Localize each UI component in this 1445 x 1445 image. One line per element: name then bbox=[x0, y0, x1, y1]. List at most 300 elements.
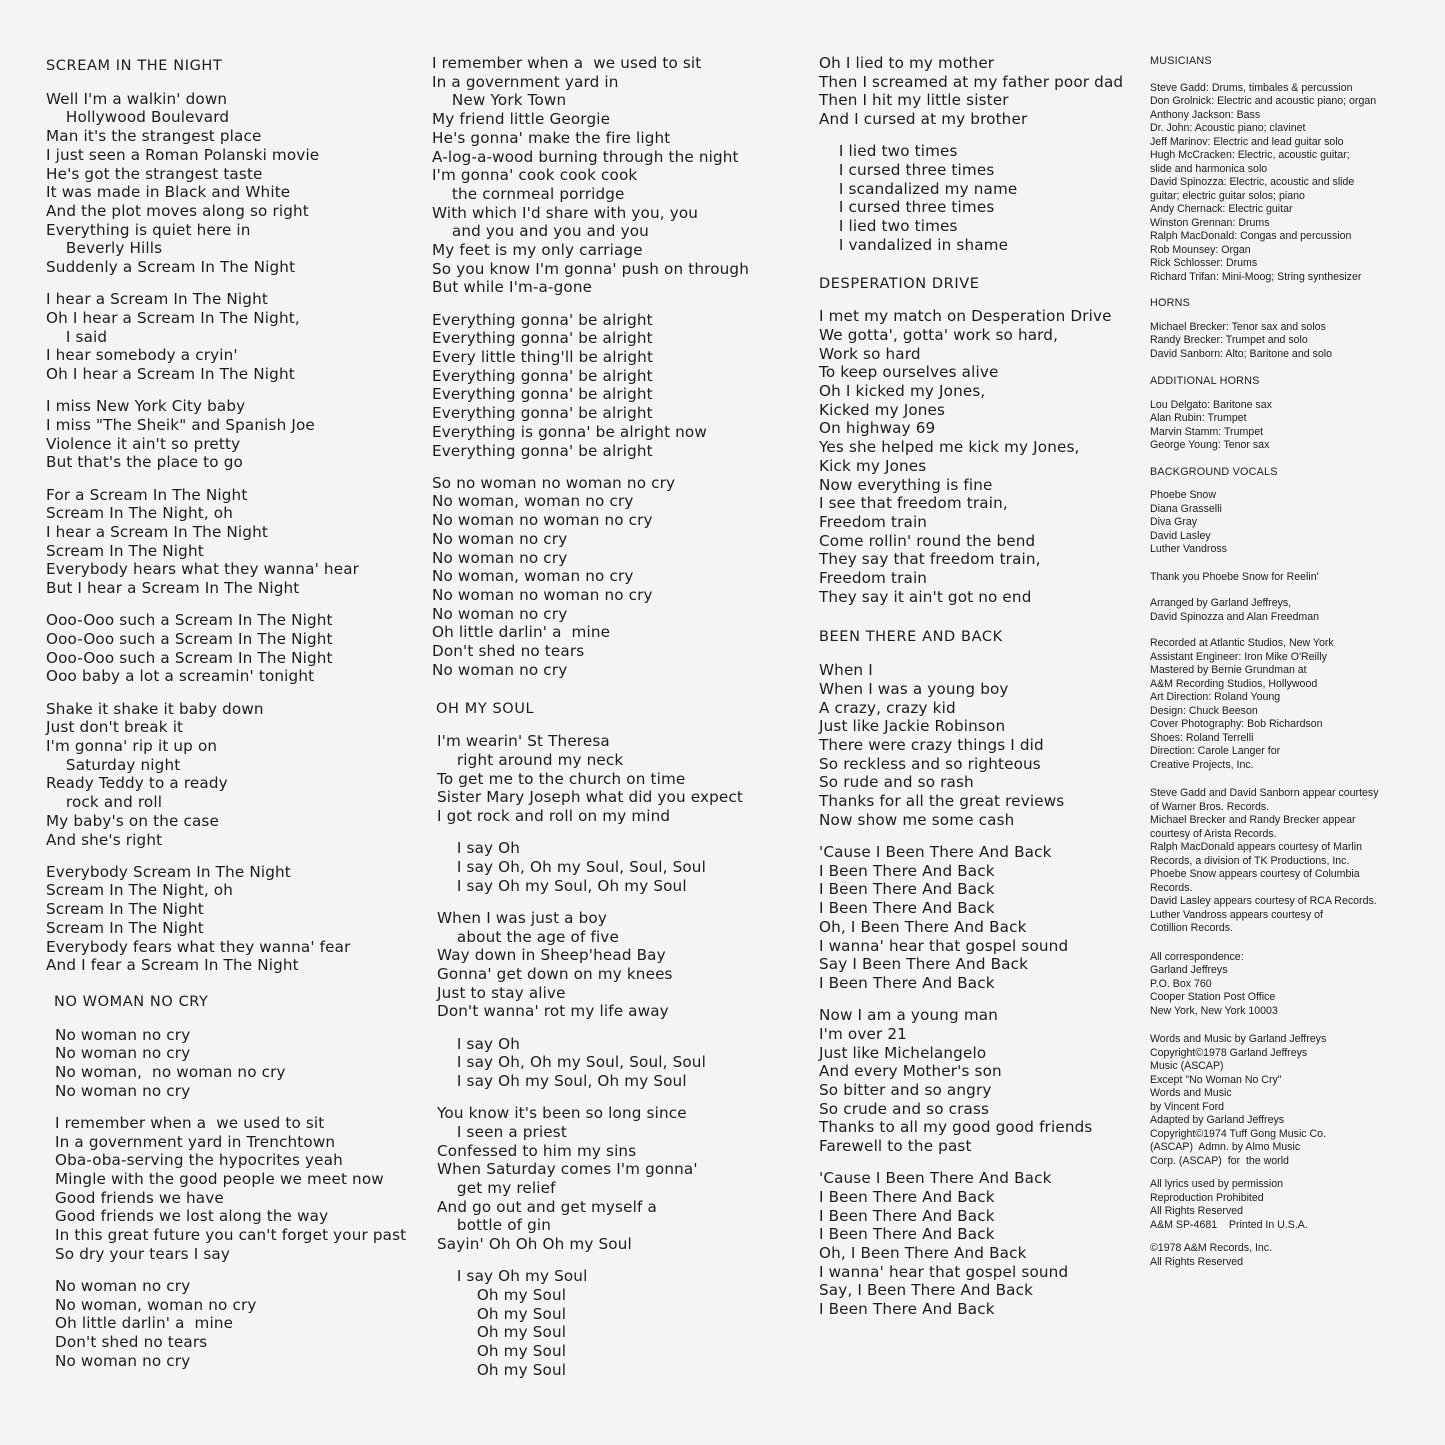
lyric-line: Good friends we have bbox=[55, 1188, 224, 1207]
lyric-line: Oh my Soul bbox=[437, 1342, 567, 1361]
lyric-line: Then I screamed at my father poor dad bbox=[819, 72, 1124, 91]
lyric-line: I Been There And Back bbox=[819, 861, 995, 880]
stanza bbox=[55, 1114, 406, 1264]
lyric-line: I Been There And Back bbox=[819, 1206, 995, 1225]
lyric-line: No woman no cry bbox=[55, 1044, 191, 1063]
credit-line: Diva Gray bbox=[1150, 516, 1198, 528]
credit-line: by Vincent Ford bbox=[1150, 1100, 1225, 1113]
credit-line: Direction: Carole Langer for bbox=[1150, 745, 1281, 757]
lyric-line: But that's the place to go bbox=[46, 453, 243, 472]
lyric-line: My friend little Georgie bbox=[432, 110, 611, 129]
credit-line: Records. bbox=[1150, 881, 1193, 894]
lyric-line: I wanna' hear that gospel sound bbox=[819, 936, 1069, 955]
lyric-line: On highway 69 bbox=[819, 419, 936, 438]
credit-line: Winston Grennan: Drums bbox=[1150, 216, 1270, 229]
lyric-line: Oh little darlin' a mine bbox=[55, 1314, 234, 1333]
lyric-line: Don't wanna' rot my life away bbox=[437, 1002, 669, 1021]
credit-line: Shoes: Roland Terrelli bbox=[1150, 731, 1254, 744]
lyric-line: right around my neck bbox=[437, 750, 624, 769]
lyric-line: My baby's on the case bbox=[46, 811, 219, 830]
song-been-there-and-back bbox=[819, 661, 1123, 1319]
lyric-line: Say, I Been There And Back bbox=[819, 1281, 1034, 1300]
credit-line: Lou Delgato: Baritone sax bbox=[1150, 398, 1272, 411]
lyric-line: Kicked my Jones bbox=[819, 400, 946, 419]
credit-line: Luther Vandross appears courtesy of bbox=[1150, 908, 1323, 921]
lyric-line: Beverly Hills bbox=[46, 239, 163, 258]
lyric-line: When I was just a boy bbox=[437, 908, 607, 927]
lyric-line: No woman no cry bbox=[432, 529, 568, 548]
lyric-line: I say Oh bbox=[437, 839, 521, 858]
lyric-line: Scream In The Night bbox=[46, 541, 204, 560]
lyric-line: They say that freedom train, bbox=[819, 550, 1041, 569]
lyric-line: I'm gonna' rip it up on bbox=[46, 737, 218, 755]
credit-line: Copyright©1978 Garland Jeffreys bbox=[1150, 1046, 1308, 1059]
lyric-line: Scream In The Night bbox=[46, 900, 204, 919]
lyric-line: Sister Mary Joseph what did you expect bbox=[437, 788, 743, 807]
credit-line: Copyright©1974 Tuff Gong Music Co. bbox=[1150, 1127, 1327, 1140]
stanza bbox=[432, 474, 749, 680]
credit-line: Records, a division of TK Productions, Inc. bbox=[1150, 854, 1350, 867]
credit-line: All lyrics used by permission bbox=[1150, 1178, 1284, 1190]
lyric-line: No woman no cry bbox=[55, 1081, 191, 1100]
lyric-line: bottle of gin bbox=[437, 1216, 552, 1235]
lyric-line: Freedom train bbox=[819, 512, 928, 531]
lyric-line: So you know I'm gonna' push on through bbox=[432, 259, 749, 278]
lyric-line: Ooo baby a lot a screamin' tonight bbox=[46, 667, 315, 686]
lyric-line: Way down in Sheep'head Bay bbox=[437, 946, 666, 965]
credit-line: Corp. (ASCAP) for the world bbox=[1150, 1154, 1289, 1167]
lyric-line: Farewell to the past bbox=[819, 1137, 972, 1156]
credit-line: Diana Grasselli bbox=[1150, 502, 1222, 515]
credit-line: slide and harmonica solo bbox=[1150, 162, 1268, 175]
credits-heading: ADDITIONAL HORNS bbox=[1150, 375, 1260, 387]
lyric-line: When I was a young boy bbox=[819, 679, 1009, 698]
thanks-note bbox=[1150, 571, 1379, 585]
lyric-line: Every little thing'll be alright bbox=[432, 348, 654, 367]
lyric-line: I Been There And Back bbox=[819, 1187, 995, 1206]
lyric-line: Oh I lied to my mother bbox=[819, 54, 995, 72]
credits-heading: BACKGROUND VOCALS bbox=[1150, 465, 1278, 478]
lyric-line: Oh my Soul bbox=[437, 1304, 567, 1323]
stanza bbox=[819, 843, 1123, 993]
horns-list bbox=[1150, 321, 1379, 362]
lyric-line: Just don't break it bbox=[46, 718, 184, 737]
lyric-line: Now show me some cash bbox=[819, 810, 1015, 829]
stanza bbox=[46, 90, 406, 277]
lyric-line: Ooo-Ooo such a Scream In The Night bbox=[46, 648, 333, 667]
credit-line: guitar; electric guitar solos; piano bbox=[1150, 189, 1305, 202]
lyric-line: Everybody fears what they wanna' fear bbox=[46, 937, 351, 956]
lyric-line: Don't shed no tears bbox=[432, 642, 585, 661]
song-oh-my-soul bbox=[437, 732, 749, 1379]
credit-line: (ASCAP) Admn. by Almo Music bbox=[1150, 1141, 1301, 1153]
lyric-line: Say I Been There And Back bbox=[819, 955, 1029, 974]
lyric-line: He's gonna' make the fire light bbox=[432, 128, 671, 147]
lyric-line: I wanna' hear that gospel sound bbox=[819, 1262, 1069, 1281]
lyric-line: Come rollin' round the bend bbox=[819, 531, 1036, 550]
lyric-line: Oh my Soul bbox=[437, 1285, 567, 1304]
lyric-line: Oh my Soul bbox=[437, 1323, 567, 1342]
stanza bbox=[46, 700, 406, 850]
lyric-line: Everything gonna' be alright bbox=[432, 441, 653, 460]
lyric-line: Yes she helped me kick my Jones, bbox=[819, 438, 1080, 457]
lyric-line: No woman no cry bbox=[55, 1351, 191, 1370]
musicians-list bbox=[1150, 82, 1379, 285]
credit-line: P.O. Box 760 bbox=[1150, 977, 1212, 990]
stanza bbox=[432, 54, 749, 297]
credit-line: Music (ASCAP) bbox=[1150, 1060, 1224, 1072]
lyric-line: No woman, woman no cry bbox=[55, 1295, 257, 1314]
lyric-line: get my relief bbox=[437, 1178, 556, 1197]
lyric-line: Gonna' get down on my knees bbox=[437, 964, 673, 983]
copyright-notes bbox=[1150, 1033, 1379, 1168]
lyric-line: In a government yard in Trenchtown bbox=[55, 1132, 336, 1151]
credit-line: A&M Recording Studios, Hollywood bbox=[1150, 677, 1318, 690]
lyric-line: I got rock and roll on my mind bbox=[437, 807, 671, 826]
lyric-line: Sayin' Oh Oh Oh my Soul bbox=[437, 1235, 632, 1254]
lyric-line: Confessed to him my sins bbox=[437, 1141, 637, 1160]
credit-line: Rob Mounsey: Organ bbox=[1150, 243, 1251, 256]
lyric-line: Then I hit my little sister bbox=[819, 91, 1009, 110]
lyric-line: Thanks for all the great reviews bbox=[819, 792, 1065, 811]
lyric-line: Everything gonna' be alright bbox=[432, 385, 653, 404]
lyric-line: Shake it shake it baby down bbox=[46, 699, 264, 718]
lyric-line: Work so hard bbox=[819, 344, 921, 363]
lyric-line: When Saturday comes I'm gonna' bbox=[437, 1160, 698, 1179]
lyric-line: I Been There And Back bbox=[819, 1300, 995, 1319]
lyric-line: Just to stay alive bbox=[437, 983, 566, 1002]
stanza bbox=[55, 1026, 406, 1101]
lyric-line: I'm wearin' St Theresa bbox=[437, 732, 610, 751]
lyric-line: No woman, no woman no cry bbox=[55, 1063, 286, 1082]
stanza bbox=[819, 1006, 1123, 1156]
additional-horns-list bbox=[1150, 399, 1379, 453]
stanza bbox=[819, 307, 1123, 606]
lyric-line: Oh I hear a Scream In The Night, bbox=[46, 308, 300, 327]
lyric-line: And the plot moves along so right bbox=[46, 201, 309, 220]
lyric-line: So rude and so rash bbox=[819, 773, 974, 792]
lyric-line: I met my match on Desperation Drive bbox=[819, 307, 1112, 326]
lyric-line: Mingle with the good people we meet now bbox=[55, 1170, 384, 1189]
stanza bbox=[437, 1035, 749, 1091]
lyric-line: Everything gonna' be alright bbox=[432, 404, 653, 423]
lyric-line: 'Cause I Been There And Back bbox=[819, 843, 1052, 862]
lyric-line: Everybody Scream In The Night bbox=[46, 862, 291, 881]
credit-line: Phoebe Snow appears courtesy of Columbia bbox=[1150, 868, 1360, 880]
lyric-line: For a Scream In The Night bbox=[46, 485, 248, 504]
lyric-line: I say Oh my Soul bbox=[437, 1267, 588, 1286]
lyric-line: I seen a priest bbox=[437, 1122, 567, 1141]
lyric-line: Good friends we lost along the way bbox=[55, 1207, 329, 1226]
lyrics-column-1 bbox=[46, 57, 406, 1371]
lyric-line: Kick my Jones bbox=[819, 456, 927, 475]
lyric-line: A crazy, crazy kid bbox=[819, 698, 956, 717]
lyric-line: No woman no cry bbox=[432, 660, 568, 679]
credit-line: Anthony Jackson: Bass bbox=[1150, 108, 1261, 121]
record-copyright bbox=[1150, 1242, 1379, 1269]
credit-line: Assistant Engineer: Iron Mike O'Reilly bbox=[1150, 650, 1327, 663]
lyric-line: Everything gonna' be alright bbox=[432, 329, 653, 348]
lyric-line: Oh, I Been There And Back bbox=[819, 917, 1027, 936]
lyric-line: 'Cause I Been There And Back bbox=[819, 1169, 1052, 1188]
credit-line: David Lasley appears courtesy of RCA Records. bbox=[1150, 895, 1377, 907]
lyric-line: I'm gonna' cook cook cook bbox=[432, 166, 638, 185]
lyric-line: But while I'm-a-gone bbox=[432, 278, 593, 297]
lyric-line: I just seen a Roman Polanski movie bbox=[46, 145, 320, 164]
lyric-line: But I hear a Scream In The Night bbox=[46, 579, 300, 598]
lyric-line: In a government yard in bbox=[432, 72, 619, 91]
credit-line: Words and Music by Garland Jeffreys bbox=[1150, 1033, 1327, 1045]
lyric-line: the cornmeal porridge bbox=[432, 184, 625, 203]
lyric-line: I miss New York City baby bbox=[46, 397, 246, 416]
song-title: BEEN THERE AND BACK bbox=[819, 629, 1003, 646]
credits-heading: HORNS bbox=[1150, 297, 1190, 309]
credit-line: Andy Chernack: Electric guitar bbox=[1150, 203, 1293, 215]
lyric-line: Just like Jackie Robinson bbox=[819, 717, 1006, 736]
song-title: DESPERATION DRIVE bbox=[819, 275, 980, 292]
lyric-line: To keep ourselves alive bbox=[819, 363, 999, 382]
lyric-line: I scandalized my name bbox=[819, 179, 1018, 198]
lyric-line: They say it ain't got no end bbox=[819, 587, 1032, 606]
stanza bbox=[437, 1267, 749, 1379]
credit-line: of Warner Bros. Records. bbox=[1150, 800, 1270, 813]
lyric-line: Everything gonna' be alright bbox=[432, 310, 653, 329]
credit-line: courtesy of Arista Records. bbox=[1150, 827, 1277, 840]
lyric-line: Now everything is fine bbox=[819, 475, 993, 494]
production-credits bbox=[1150, 637, 1379, 772]
lyric-line: No woman no woman no cry bbox=[432, 511, 653, 530]
lyric-line: rock and roll bbox=[46, 793, 163, 812]
stanza bbox=[46, 290, 406, 384]
lyric-line: New York Town bbox=[432, 91, 567, 110]
song-title: OH MY SOUL bbox=[436, 700, 535, 717]
credit-line: Luther Vandross bbox=[1150, 543, 1227, 555]
lyric-line: I Been There And Back bbox=[819, 1225, 995, 1244]
stanza bbox=[46, 863, 406, 975]
credits-heading: MUSICIANS bbox=[1150, 55, 1212, 67]
lyric-line: I cursed three times bbox=[819, 198, 995, 217]
song-no-woman-no-cry-continued bbox=[432, 54, 749, 680]
lyric-line: Oh I hear a Scream In The Night bbox=[46, 365, 295, 384]
lyric-line: No woman no cry bbox=[432, 604, 568, 623]
lyric-line: I hear somebody a cryin' bbox=[46, 346, 238, 365]
lyric-line: I say Oh bbox=[437, 1034, 521, 1053]
lyric-line: I Been There And Back bbox=[819, 899, 995, 918]
lyric-line: No woman no cry bbox=[55, 1025, 191, 1044]
song-no-woman-no-cry bbox=[55, 1026, 406, 1371]
lyric-line: And go out and get myself a bbox=[437, 1197, 657, 1216]
stanza bbox=[819, 54, 1123, 129]
lyric-line: He's got the strangest taste bbox=[46, 164, 263, 183]
credit-line: Ralph MacDonald: Congas and percussion bbox=[1150, 230, 1352, 242]
credit-line: New York, New York 10003 bbox=[1150, 1004, 1278, 1017]
lyric-line: So crude and so crass bbox=[819, 1099, 990, 1118]
stanza bbox=[819, 142, 1123, 254]
credits-column bbox=[1150, 55, 1379, 1269]
lyric-line: Oh little darlin' a mine bbox=[432, 623, 611, 642]
stanza bbox=[437, 909, 749, 1021]
lyric-line: I lied two times bbox=[819, 217, 958, 236]
lyric-line: I vandalized in shame bbox=[819, 235, 1009, 254]
lyric-line: I'm over 21 bbox=[819, 1024, 907, 1043]
credit-line: ©1978 A&M Records, Inc. bbox=[1150, 1242, 1273, 1254]
lyric-line: You know it's been so long since bbox=[437, 1104, 687, 1123]
lyric-line: Ooo-Ooo such a Scream In The Night bbox=[46, 611, 333, 630]
lyric-line: So bitter and so angry bbox=[819, 1080, 992, 1099]
lyric-line: And I cursed at my brother bbox=[819, 110, 1028, 129]
lyric-line: In this great future you can't forget your past bbox=[55, 1226, 407, 1245]
lyric-line: Oh I kicked my Jones, bbox=[819, 382, 986, 401]
stanza bbox=[437, 732, 749, 826]
credit-line: George Young: Tenor sax bbox=[1150, 439, 1270, 451]
stanza bbox=[432, 311, 749, 461]
credit-line: Creative Projects, Inc. bbox=[1150, 758, 1254, 771]
lyric-line: Everybody hears what they wanna' hear bbox=[46, 560, 360, 579]
credit-line: A&M SP-4681 Printed In U.S.A. bbox=[1150, 1218, 1308, 1231]
lyric-line: No woman no cry bbox=[55, 1277, 191, 1296]
lyric-line: So reckless and so righteous bbox=[819, 754, 1041, 773]
lyric-line: Thanks to all my good good friends bbox=[819, 1118, 1093, 1137]
lyric-line: and you and you and you bbox=[432, 222, 649, 241]
lyric-line: There were crazy things I did bbox=[819, 736, 1044, 754]
credit-line: Art Direction: Roland Young bbox=[1150, 691, 1281, 703]
lyric-line: No woman, woman no cry bbox=[432, 567, 634, 586]
stanza bbox=[46, 397, 406, 472]
credit-line: Words and Music bbox=[1150, 1087, 1232, 1099]
lyric-line: I lied two times bbox=[819, 142, 958, 161]
song-scream-in-the-night bbox=[46, 90, 406, 975]
lyric-line: Saturday night bbox=[46, 755, 181, 774]
credit-line: David Lasley bbox=[1150, 529, 1211, 542]
lyric-line: I hear a Scream In The Night bbox=[46, 290, 268, 309]
credit-line: Richard Trifan: Mini-Moog; String synthesizer bbox=[1150, 270, 1362, 283]
credit-line: Recorded at Atlantic Studios, New York bbox=[1150, 637, 1334, 649]
credit-line: Marvin Stamm: Trumpet bbox=[1150, 425, 1264, 438]
lyric-line: Ready Teddy to a ready bbox=[46, 774, 228, 793]
lyrics-column-3 bbox=[819, 54, 1123, 1319]
lyric-line: So dry your tears I say bbox=[55, 1244, 230, 1263]
lyric-line: Suddenly a Scream In The Night bbox=[46, 258, 296, 277]
lyric-line: I hear a Scream In The Night bbox=[46, 522, 268, 541]
lyric-line: Freedom train bbox=[819, 569, 928, 588]
lyric-line: I say Oh, Oh my Soul, Soul, Soul bbox=[437, 857, 706, 876]
credit-line: Steve Gadd: Drums, timbales & percussion bbox=[1150, 81, 1353, 94]
lyric-line: Violence it ain't so pretty bbox=[46, 434, 241, 453]
lyric-line: I said bbox=[46, 327, 108, 346]
credit-line: All Rights Reserved bbox=[1150, 1205, 1244, 1217]
lyric-line: Just like Michelangelo bbox=[819, 1043, 987, 1062]
credit-line: Ralph MacDonald appears courtesy of Marlin bbox=[1150, 841, 1362, 853]
lyric-line: We gotta', gotta' work so hard, bbox=[819, 325, 1059, 344]
credit-line: Mastered by Bernie Grundman at bbox=[1150, 664, 1307, 676]
stanza bbox=[437, 1104, 749, 1254]
credit-line: Cover Photography: Bob Richardson bbox=[1150, 718, 1323, 730]
lyrics-column-2 bbox=[432, 54, 749, 1380]
lyric-line: And she's right bbox=[46, 830, 163, 849]
lyric-line: My feet is my only carriage bbox=[432, 241, 643, 260]
credit-line: Dr. John: Acoustic piano; clavinet bbox=[1150, 122, 1306, 134]
song-title: SCREAM IN THE NIGHT bbox=[46, 58, 223, 74]
lyric-line: When I bbox=[819, 661, 873, 680]
credit-line: All Rights Reserved bbox=[1150, 1255, 1244, 1268]
lyric-line: I cursed three times bbox=[819, 161, 995, 180]
lyric-line: Ooo-Ooo such a Scream In The Night bbox=[46, 629, 333, 648]
credit-line: Reproduction Prohibited bbox=[1150, 1191, 1264, 1204]
lyric-line: about the age of five bbox=[437, 927, 619, 946]
lyric-line: Hollywood Boulevard bbox=[46, 108, 230, 127]
credit-line: Alan Rubin: Trumpet bbox=[1150, 412, 1247, 424]
credit-line: Thank you Phoebe Snow for Reelin' bbox=[1150, 570, 1319, 583]
credit-line: David Spinozza: Electric, acoustic and slide bbox=[1150, 176, 1355, 188]
correspondence-address bbox=[1150, 951, 1379, 1019]
song-oh-my-soul-continued bbox=[819, 54, 1123, 255]
lyric-line: With which I'd share with you, you bbox=[432, 203, 699, 222]
lyric-line: And I fear a Scream In The Night bbox=[46, 956, 299, 975]
credit-line: Michael Brecker and Randy Brecker appear bbox=[1150, 814, 1356, 826]
credit-line: Rick Schlosser: Drums bbox=[1150, 257, 1258, 269]
lyric-line: Scream In The Night, oh bbox=[46, 881, 234, 900]
stanza bbox=[46, 486, 406, 598]
credit-line: Arranged by Garland Jeffreys, bbox=[1150, 597, 1292, 609]
lyric-line: Oh, I Been There And Back bbox=[819, 1244, 1027, 1263]
credit-line: Michael Brecker: Tenor sax and solos bbox=[1150, 320, 1326, 333]
lyric-line: I remember when a we used to sit bbox=[55, 1113, 325, 1132]
lyric-line: Oba-oba-serving the hypocrites yeah bbox=[55, 1151, 343, 1170]
lyric-line: Well I'm a walkin' down bbox=[46, 89, 228, 108]
lyric-line: It was made in Black and White bbox=[46, 183, 291, 202]
lyric-line: Everything is quiet here in bbox=[46, 220, 251, 239]
permission-notes bbox=[1150, 1178, 1379, 1232]
lyric-line: Don't shed no tears bbox=[55, 1333, 208, 1352]
lyric-line: No woman no woman no cry bbox=[432, 585, 653, 604]
lyric-line: Everything gonna' be alright bbox=[432, 366, 653, 385]
lyric-line: I say Oh, Oh my Soul, Soul, Soul bbox=[437, 1053, 706, 1072]
lyric-line: Man it's the strangest place bbox=[46, 127, 262, 146]
credit-line: Except "No Woman No Cry" bbox=[1150, 1073, 1282, 1086]
lyric-line: I say Oh my Soul, Oh my Soul bbox=[437, 1071, 687, 1090]
credit-line: Design: Chuck Beeson bbox=[1150, 704, 1258, 717]
credit-line: Hugh McCracken: Electric, acoustic guitar; bbox=[1150, 149, 1350, 161]
credit-line: Cotillion Records. bbox=[1150, 922, 1234, 934]
lyric-line: Scream In The Night, oh bbox=[46, 504, 234, 523]
credit-line: David Spinozza and Alan Freedman bbox=[1150, 610, 1320, 623]
stanza bbox=[819, 1169, 1123, 1319]
stanza bbox=[55, 1277, 406, 1371]
background-vocals-list bbox=[1150, 489, 1379, 557]
lyric-line: And every Mother's son bbox=[819, 1062, 1002, 1081]
lyric-line: I Been There And Back bbox=[819, 973, 995, 992]
lyric-line: No woman, woman no cry bbox=[432, 492, 634, 511]
credit-line: David Sanborn: Alto; Baritone and solo bbox=[1150, 347, 1332, 360]
credit-line: Don Grolnick: Electric and acoustic piano; organ bbox=[1150, 95, 1377, 107]
lyric-line: I Been There And Back bbox=[819, 880, 995, 899]
credit-line: Steve Gadd and David Sanborn appear courtesy bbox=[1150, 787, 1379, 799]
stanza bbox=[819, 661, 1123, 829]
lyric-line: Scream In The Night bbox=[46, 918, 204, 937]
lyric-line: To get me to the church on time bbox=[437, 769, 686, 788]
lyric-line: No woman no cry bbox=[432, 548, 568, 567]
credit-line: Jeff Marinov: Electric and lead guitar solo bbox=[1150, 135, 1344, 148]
lyric-line: I miss "The Sheik" and Spanish Joe bbox=[46, 415, 315, 434]
credit-line: All correspondence: bbox=[1150, 950, 1244, 963]
credit-line: Adapted by Garland Jeffreys bbox=[1150, 1114, 1285, 1126]
lyric-line: So no woman no woman no cry bbox=[432, 473, 676, 492]
lyric-line: A-log-a-wood burning through the night bbox=[432, 147, 739, 166]
lyric-line: Oh my Soul bbox=[437, 1360, 567, 1379]
lyric-line: Now I am a young man bbox=[819, 1006, 998, 1025]
lyric-line: I say Oh my Soul, Oh my Soul bbox=[437, 876, 687, 895]
credit-line: Garland Jeffreys bbox=[1150, 964, 1228, 976]
